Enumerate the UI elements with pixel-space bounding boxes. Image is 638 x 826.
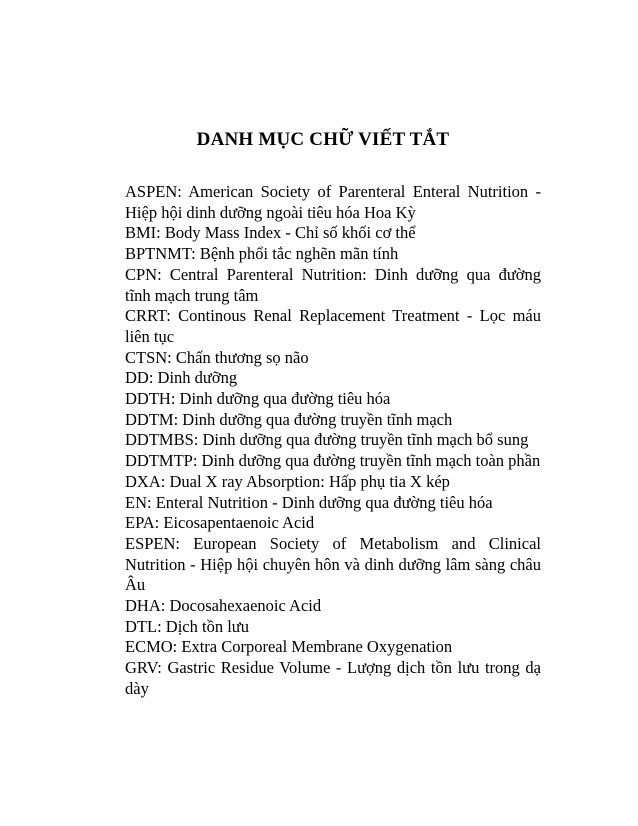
abbreviation-entry-grv: GRV: Gastric Residue Volume - Lượng dịch tồn lưu trong dạ dày (125, 658, 541, 698)
abbreviation-entry-dtl: DTL: Dịch tồn lưu (125, 616, 249, 636)
abbreviation-entry-en: EN: Enteral Nutrition - Dinh dưỡng qua đường tiêu hóa (125, 492, 493, 512)
page-title: DANH MỤC CHỮ VIẾT TẮT (196, 129, 450, 150)
abbreviation-entry-epa: EPA: Eicosapentaenoic Acid (125, 513, 315, 533)
abbreviation-list (125, 182, 541, 700)
abbreviation-entry-cpn: CPN: Central Parenteral Nutrition: Dinh dưỡng qua đường tĩnh mạch trung tâm (125, 264, 541, 305)
abbreviation-entry-ddth: DDTH: Dinh dưỡng qua đường tiêu hóa (125, 389, 391, 409)
abbreviation-entry-ecmo: ECMO: Extra Corporeal Membrane Oxygenation (125, 637, 453, 657)
abbreviation-entry-dd: DD: Dinh dưỡng (125, 368, 238, 388)
abbreviation-entry-dxa: DXA: Dual X ray Absorption: Hấp phụ tia X kép (125, 471, 450, 491)
abbreviation-entry-bmi: BMI: Body Mass Index - Chỉ số khối cơ thể (125, 223, 416, 243)
abbreviation-entry-aspen: ASPEN: American Society of Parenteral Enteral Nutrition - Hiệp hội dinh dưỡng ngoài tiêu hóa Hoa Kỳ (125, 182, 541, 222)
abbreviation-entry-bptnmt: BPTNMT: Bệnh phổi tắc nghẽn mãn tính (125, 244, 399, 264)
abbreviation-entry-ddtmtp: DDTMTP: Dinh dưỡng qua đường truyền tĩnh mạch toàn phần (125, 451, 541, 471)
abbreviation-entry-ddtmbs: DDTMBS: Dinh dưỡng qua đường truyền tĩnh mạch bổ sung (125, 430, 529, 450)
abbreviation-entry-espen: ESPEN: European Society of Metabolism and Clinical Nutrition - Hiệp hội chuyên hôn và dinh dưỡng lâm sàng châu Âu (125, 533, 541, 595)
abbreviation-entry-crrt: CRRT: Continous Renal Replacement Treatment - Lọc máu liên tục (125, 306, 541, 346)
abbreviation-entry-ctsn: CTSN: Chấn thương sọ não (125, 347, 309, 367)
abbreviation-entry-dha: DHA: Docosahexaenoic Acid (125, 596, 322, 616)
abbreviation-entry-ddtm: DDTM: Dinh dưỡng qua đường truyền tĩnh mạch (125, 409, 453, 429)
